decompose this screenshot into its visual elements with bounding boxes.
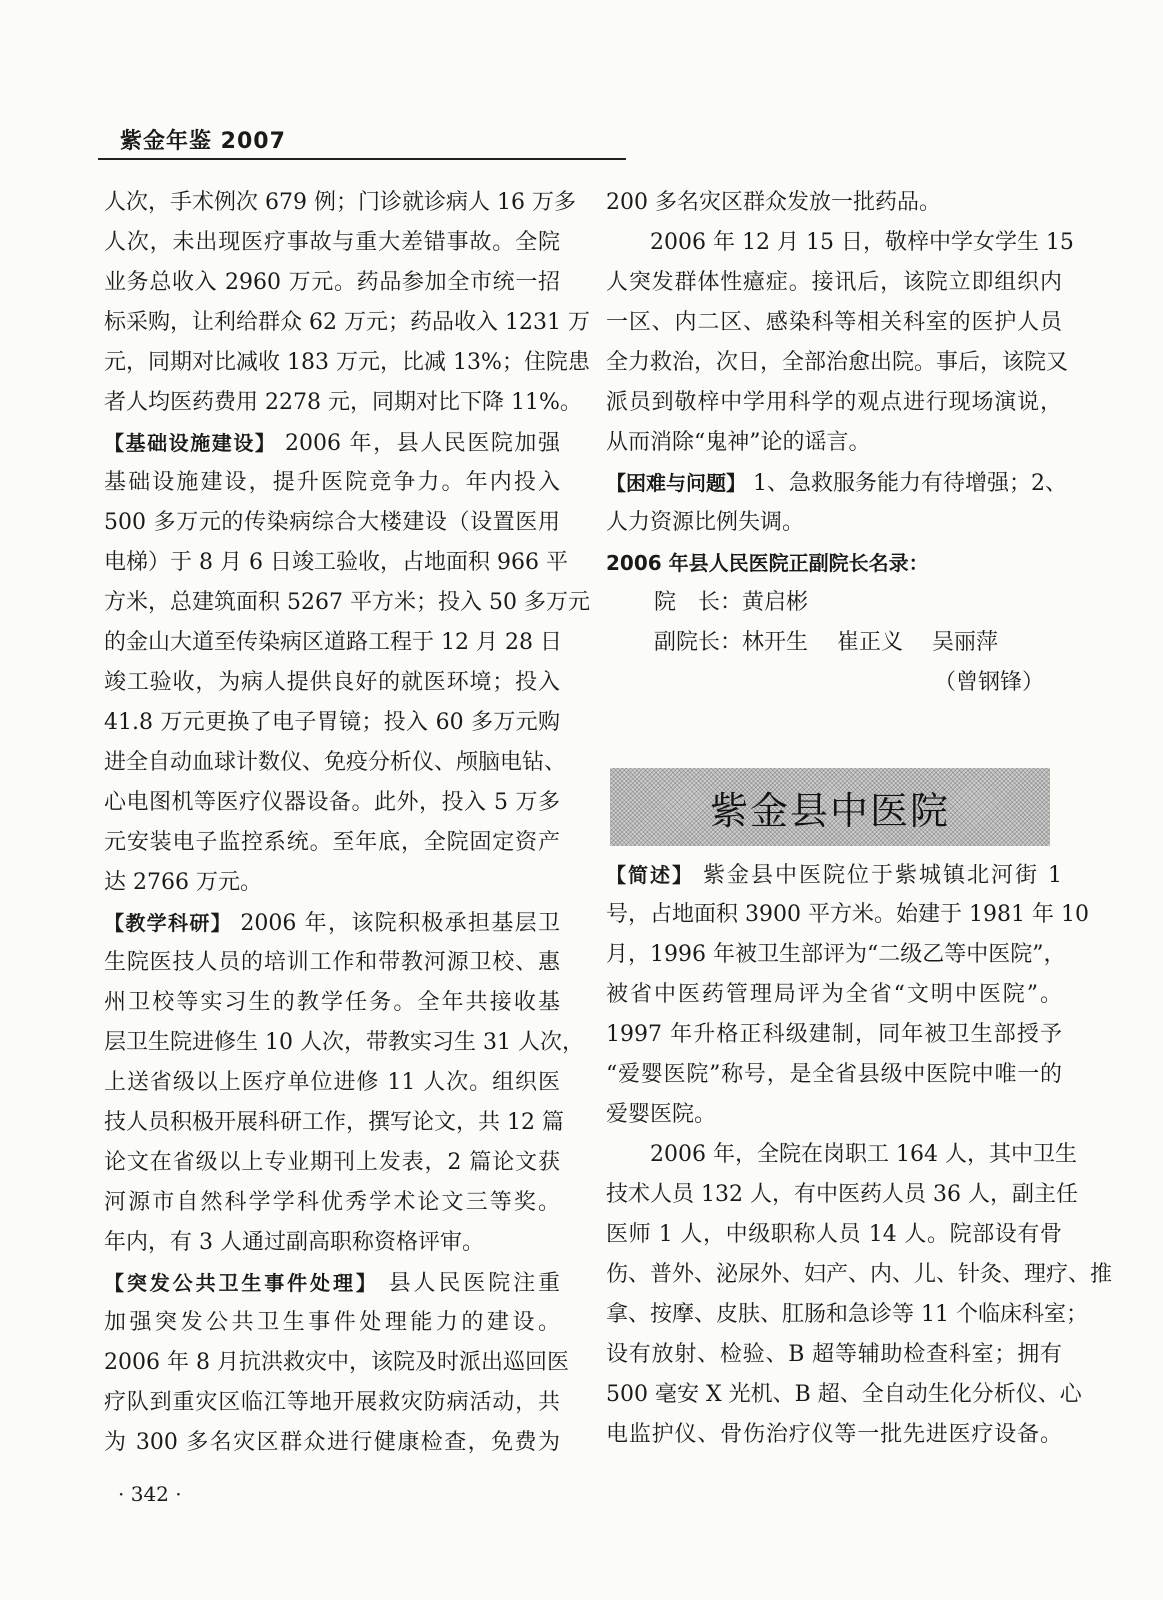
text-line: 紫金县中医院位于紫城镇北河街 1 bbox=[694, 863, 1062, 888]
section-heading: 【简述】 bbox=[606, 863, 694, 887]
banner-title: 紫金县中医院 bbox=[709, 788, 950, 833]
text-line: 人次，未出现医疗事故与重大差错事故。全院 bbox=[104, 230, 560, 255]
page-number: · 342 · bbox=[118, 1482, 182, 1506]
header-rule bbox=[98, 158, 626, 160]
text-line: 心电图机等医疗仪器设备。此外，投入 5 万多 bbox=[104, 790, 560, 815]
text-line: 人次，手术例次 679 例；门诊就诊病人 16 万多 bbox=[104, 190, 576, 215]
roster-director: 院 长：黄启彬 bbox=[654, 590, 809, 615]
text-line: 500 多万元的传染病综合大楼建设（设置医用 bbox=[104, 510, 560, 535]
text-line: 基础设施建设，提升医院竞争力。年内投入 bbox=[104, 470, 560, 495]
text-line: 电监护仪、骨伤治疗仪等一批先进医疗设备。 bbox=[606, 1422, 1062, 1447]
text-line: 2006 年，县人民医院加强 bbox=[276, 431, 560, 456]
section-heading: 【突发公共卫生事件处理】 bbox=[104, 1271, 379, 1295]
left-column bbox=[104, 183, 590, 1463]
text-line: 1、急救服务能力有待增强；2、 bbox=[746, 471, 1067, 496]
right-column-top bbox=[606, 183, 1074, 703]
text-line: 拿、按摩、皮肤、肛肠和急诊等 11 个临床科室； bbox=[606, 1302, 1088, 1327]
text-line: 爱婴医院。 bbox=[606, 1102, 717, 1127]
text-line: 2006 年，全院在岗职工 164 人，其中卫生 bbox=[650, 1142, 1077, 1167]
text-line: 元安装电子监控系统。至年底，全院固定资产 bbox=[104, 830, 560, 855]
text-line: 200 多名灾区群众发放一批药品。 bbox=[606, 190, 941, 215]
text-line: 达 2766 万元。 bbox=[104, 870, 262, 895]
text-line: 方米，总建筑面积 5267 平方米；投入 50 多万元 bbox=[104, 590, 590, 615]
text-line: 技人员积极开展科研工作，撰写论文，共 12 篇 bbox=[104, 1110, 564, 1135]
section-banner bbox=[610, 768, 1050, 846]
text-line: 医师 1 人，中级职称人员 14 人。院部设有骨 bbox=[606, 1222, 1062, 1247]
text-line: 州卫校等实习生的教学任务。全年共接收基 bbox=[104, 990, 560, 1015]
text-line: 1997 年升格正科级建制，同年被卫生部授予 bbox=[606, 1022, 1062, 1047]
section-heading: 【基础设施建设】 bbox=[104, 431, 277, 455]
text-line: 为 300 多名灾区群众进行健康检查，免费为 bbox=[104, 1430, 560, 1455]
text-line: 进全自动血球计数仪、免疫分析仪、颅脑电钻、 bbox=[104, 750, 567, 775]
text-line: 者人均医药费用 2278 元，同期对比下降 11%。 bbox=[104, 390, 582, 415]
author-byline: （曾钢锋） bbox=[933, 670, 1044, 695]
text-line: 号，占地面积 3900 平方米。始建于 1981 年 10 bbox=[606, 902, 1089, 927]
text-line: 2006 年，该院积极承担基层卫 bbox=[232, 911, 561, 936]
section-infrastructure bbox=[104, 423, 560, 463]
text-line: 派员到敬梓中学用科学的观点进行现场演说， bbox=[606, 390, 1062, 415]
text-line: 的金山大道至传染病区道路工程于 12 月 28 日 bbox=[104, 630, 562, 655]
text-line: 月，1996 年被卫生部评为“二级乙等中医院”， bbox=[606, 942, 1066, 967]
text-line: 伤、普外、泌尿外、妇产、内、儿、针灸、理疗、推 bbox=[606, 1262, 1113, 1287]
text-line: 被省中医药管理局评为全省“文明中医院”。 bbox=[606, 982, 1062, 1007]
text-line: 全力救治，次日，全部治愈出院。事后，该院又 bbox=[606, 350, 1069, 375]
text-line: 技术人员 132 人，有中医药人员 36 人，副主任 bbox=[606, 1182, 1078, 1207]
text-line: 2006 年 12 月 15 日，敬梓中学女学生 15 bbox=[650, 230, 1074, 255]
text-line: 41.8 万元更换了电子胃镜；投入 60 多万元购 bbox=[104, 710, 560, 735]
text-line: 元，同期对比减收 183 万元，比减 13%；住院患 bbox=[104, 350, 590, 375]
text-line: 上送省级以上医疗单位进修 11 人次。组织医 bbox=[104, 1070, 560, 1095]
text-line: 标采购，让利给群众 62 万元；药品收入 1231 万 bbox=[104, 310, 590, 335]
text-line: 2006 年 8 月抗洪救灾中，该院及时派出巡回医 bbox=[104, 1350, 569, 1375]
text-line: 一区、内二区、感染科等相关科室的医护人员 bbox=[606, 310, 1062, 335]
section-heading: 【困难与问题】 bbox=[606, 471, 746, 495]
right-column-bottom bbox=[606, 855, 1113, 1455]
text-line: 加强突发公共卫生事件处理能力的建设。 bbox=[104, 1310, 560, 1335]
section-heading: 【教学科研】 bbox=[104, 911, 233, 935]
text-line: 人力资源比例失调。 bbox=[606, 510, 805, 535]
text-line: “爱婴医院”称号，是全省县级中医院中唯一的 bbox=[606, 1062, 1062, 1087]
section-emergency bbox=[104, 1263, 560, 1303]
text-line: 设有放射、检验、B 超等辅助检查科室；拥有 bbox=[606, 1342, 1062, 1367]
section-summary bbox=[606, 855, 1062, 895]
text-line: 疗队到重灾区临江等地开展救灾防病活动，共 bbox=[104, 1390, 560, 1415]
text-line: 年内，有 3 人通过副高职称资格评审。 bbox=[104, 1230, 484, 1255]
roster-deputy-directors: 副院长：林开生 崔正义 吴丽萍 bbox=[654, 630, 998, 655]
roster-title: 2006 年县人民医院正副院长名录： bbox=[606, 551, 929, 575]
text-line: 论文在省级以上专业期刊上发表，2 篇论文获 bbox=[104, 1150, 560, 1175]
text-line: 层卫生院进修生 10 人次，带教实习生 31 人次， bbox=[104, 1030, 584, 1055]
text-line: 生院医技人员的培训工作和带教河源卫校、惠 bbox=[104, 950, 560, 975]
section-teaching bbox=[104, 903, 560, 943]
text-line: 人突发群体性癔症。接讯后，该院立即组织内 bbox=[606, 270, 1062, 295]
text-line: 电梯）于 8 月 6 日竣工验收，占地面积 966 平 bbox=[104, 550, 568, 575]
text-line: 业务总收入 2960 万元。药品参加全市统一招 bbox=[104, 270, 560, 295]
text-line: 县人民医院注重 bbox=[378, 1271, 561, 1296]
text-line: 河源市自然科学学科优秀学术论文三等奖。 bbox=[104, 1190, 560, 1215]
section-problems bbox=[606, 463, 1067, 503]
text-line: 竣工验收，为病人提供良好的就医环境；投入 bbox=[104, 670, 560, 695]
text-line: 500 毫安 X 光机、B 超、全自动生化分析仪、心 bbox=[606, 1382, 1082, 1407]
page-header-title: 紫金年鉴 2007 bbox=[120, 129, 286, 154]
text-line: 从而消除“鬼神”论的谣言。 bbox=[606, 430, 871, 455]
